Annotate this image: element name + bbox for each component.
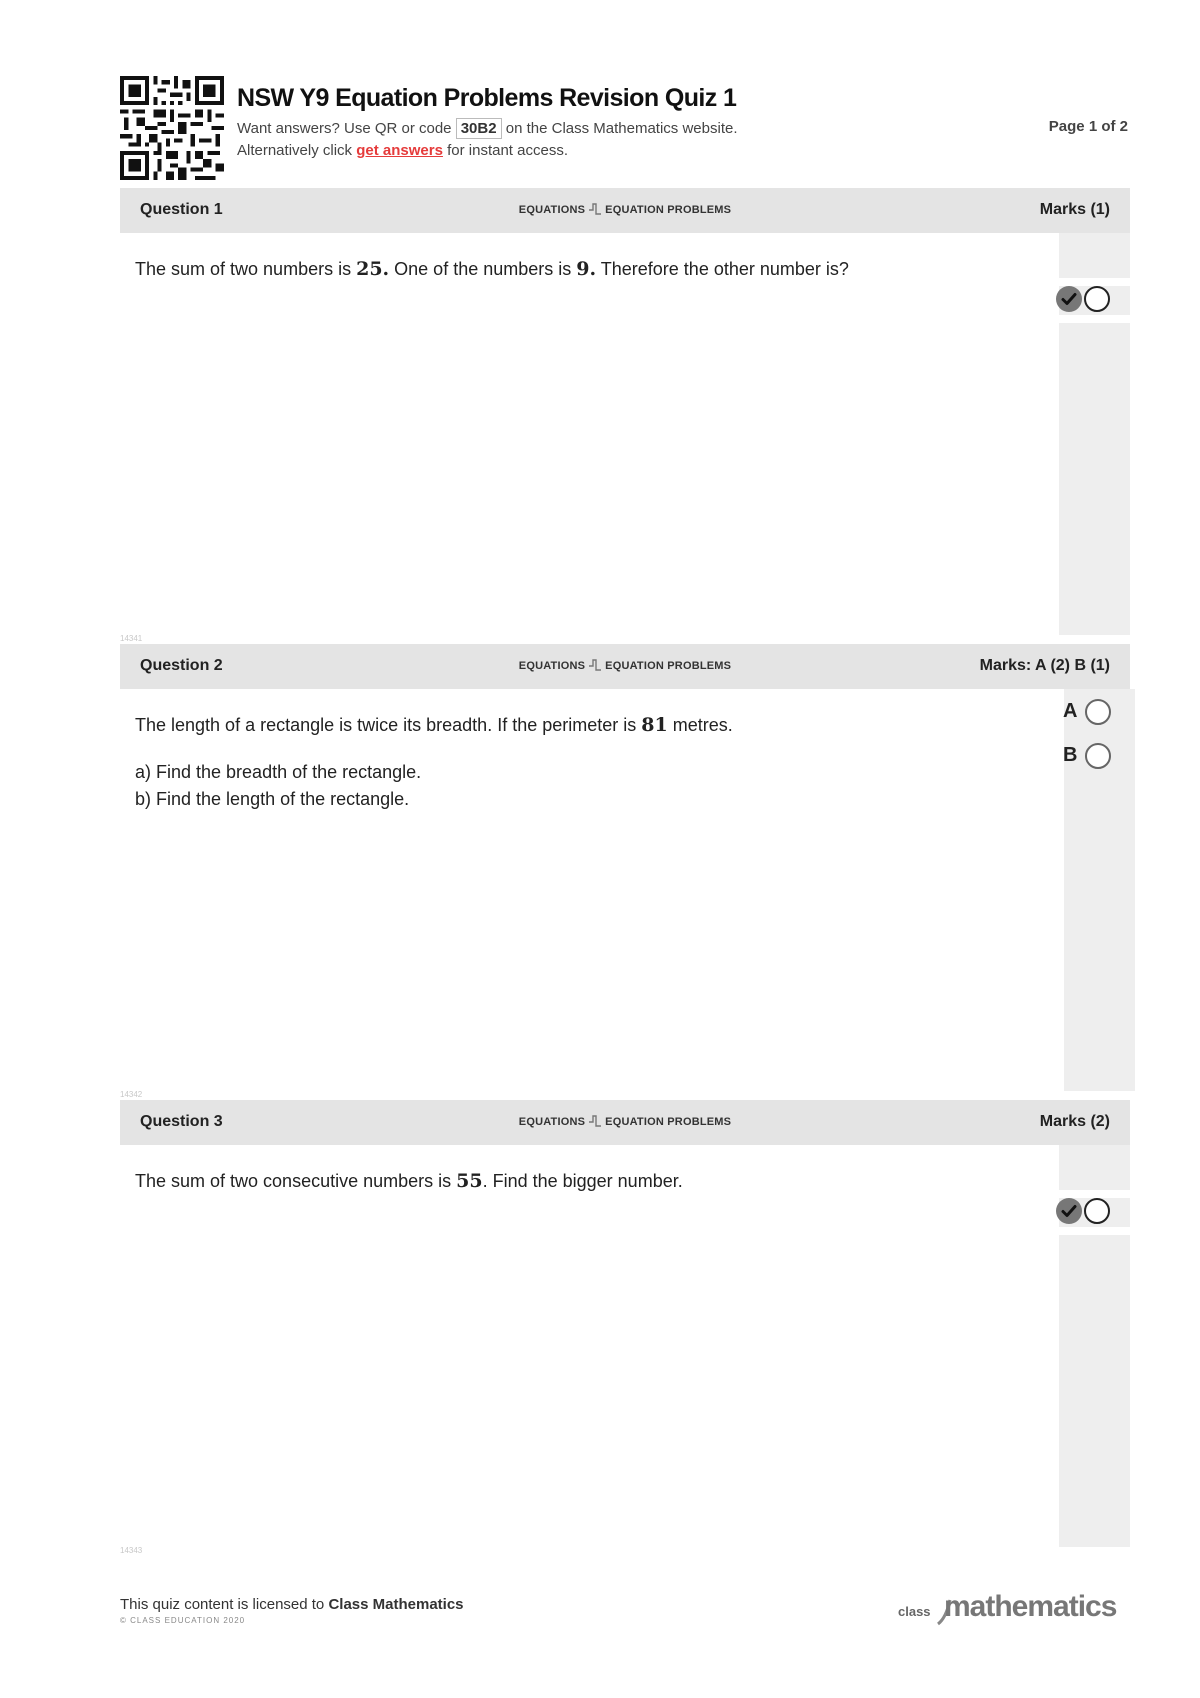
topic-equation-problems: EQUATION PROBLEMS	[605, 204, 732, 216]
q1-number: 25.	[356, 258, 390, 280]
question-3-id: 14343	[120, 1546, 143, 1555]
part-a-mark-circle[interactable]	[1085, 699, 1111, 725]
question-2-text	[135, 714, 733, 736]
correct-check-icon	[1056, 1198, 1082, 1224]
answers-instructions	[237, 118, 738, 139]
alt-prefix: Alternatively click	[237, 142, 353, 159]
question-1-marks: Marks (1)	[1039, 201, 1110, 218]
qr-code	[120, 76, 224, 180]
topic-equations: EQUATIONS	[518, 204, 586, 216]
quiz-title: NSW Y9 Equation Problems Revision Quiz 1	[237, 84, 737, 112]
topic-equation-problems: EQUATION PROBLEMS	[605, 1116, 732, 1128]
question-2-header	[120, 644, 1130, 689]
question-2-part-a: a) Find the breadth of the rectangle.	[135, 762, 422, 782]
q1-text-part: One of the numbers is	[389, 259, 577, 279]
alt-suffix: for instant access.	[447, 142, 568, 159]
question-2-part-b: b) Find the length of the rectangle.	[135, 789, 410, 809]
q2-text-part: The length of a rectangle is twice its breadth. If the perimeter is	[135, 715, 642, 735]
mark-column-gap	[1059, 1190, 1130, 1198]
get-answers-link[interactable]: get answers	[356, 142, 443, 159]
question-2-marks: Marks: A (2) B (1)	[979, 657, 1110, 674]
q3-text-part: . Find the bigger number.	[482, 1171, 683, 1191]
topic-equations: EQUATIONS	[518, 1116, 586, 1128]
question-1-topic	[120, 203, 1130, 216]
question-1-title: Question 1	[140, 201, 223, 218]
mark-column-gap	[1059, 278, 1130, 286]
class-mathematics-logo	[898, 1584, 1128, 1628]
topic-equation-problems: EQUATION PROBLEMS	[605, 660, 732, 672]
question-3-title: Question 3	[140, 1113, 223, 1130]
license-prefix: This quiz content is licensed to	[120, 1596, 325, 1613]
question-3-text	[135, 1170, 683, 1192]
logo-class-text: class	[898, 1604, 931, 1619]
part-a-letter: A	[1063, 700, 1078, 722]
q2-number: 81	[641, 714, 668, 736]
mark-column-gap	[1059, 315, 1130, 323]
topic-separator-icon	[588, 1115, 602, 1127]
question-2-id: 14342	[120, 1090, 143, 1099]
answers-prefix: Want answers? Use QR or code	[237, 120, 452, 137]
q3-number: 55	[456, 1170, 483, 1192]
question-1-id: 14341	[120, 634, 143, 643]
question-1-header	[120, 188, 1130, 233]
topic-separator-icon	[588, 203, 602, 215]
question-1-mark-circle[interactable]	[1084, 286, 1110, 312]
license-holder: Class Mathematics	[328, 1596, 464, 1613]
answers-suffix: on the Class Mathematics website.	[505, 120, 738, 137]
license-notice	[120, 1596, 464, 1613]
copyright: © CLASS EDUCATION 2020	[120, 1616, 246, 1625]
topic-separator-icon	[588, 659, 602, 671]
question-2-title: Question 2	[140, 657, 223, 674]
question-3-marks: Marks (2)	[1039, 1113, 1110, 1130]
q1-text-part: The sum of two numbers is	[135, 259, 357, 279]
question-2-topic	[120, 659, 1130, 672]
q1-number: 9.	[576, 258, 597, 280]
question-1-text	[135, 258, 849, 280]
answer-code: 30B2	[456, 118, 502, 139]
page-number: Page 1 of 2	[1048, 118, 1128, 135]
part-b-letter: B	[1063, 744, 1078, 766]
part-b-mark-circle[interactable]	[1085, 743, 1111, 769]
logo-mathematics-text: mathematics	[944, 1590, 1117, 1623]
alternative-instructions	[237, 142, 568, 159]
question-3-mark-circle[interactable]	[1084, 1198, 1110, 1224]
question-3-topic	[120, 1115, 1130, 1128]
topic-equations: EQUATIONS	[518, 660, 586, 672]
mark-column-gap	[1059, 1227, 1130, 1235]
q1-text-part: Therefore the other number is?	[596, 259, 849, 279]
q3-text-part: The sum of two consecutive numbers is	[135, 1171, 457, 1191]
correct-check-icon	[1056, 286, 1082, 312]
q2-text-part: metres.	[667, 715, 733, 735]
question-3-header	[120, 1100, 1130, 1145]
